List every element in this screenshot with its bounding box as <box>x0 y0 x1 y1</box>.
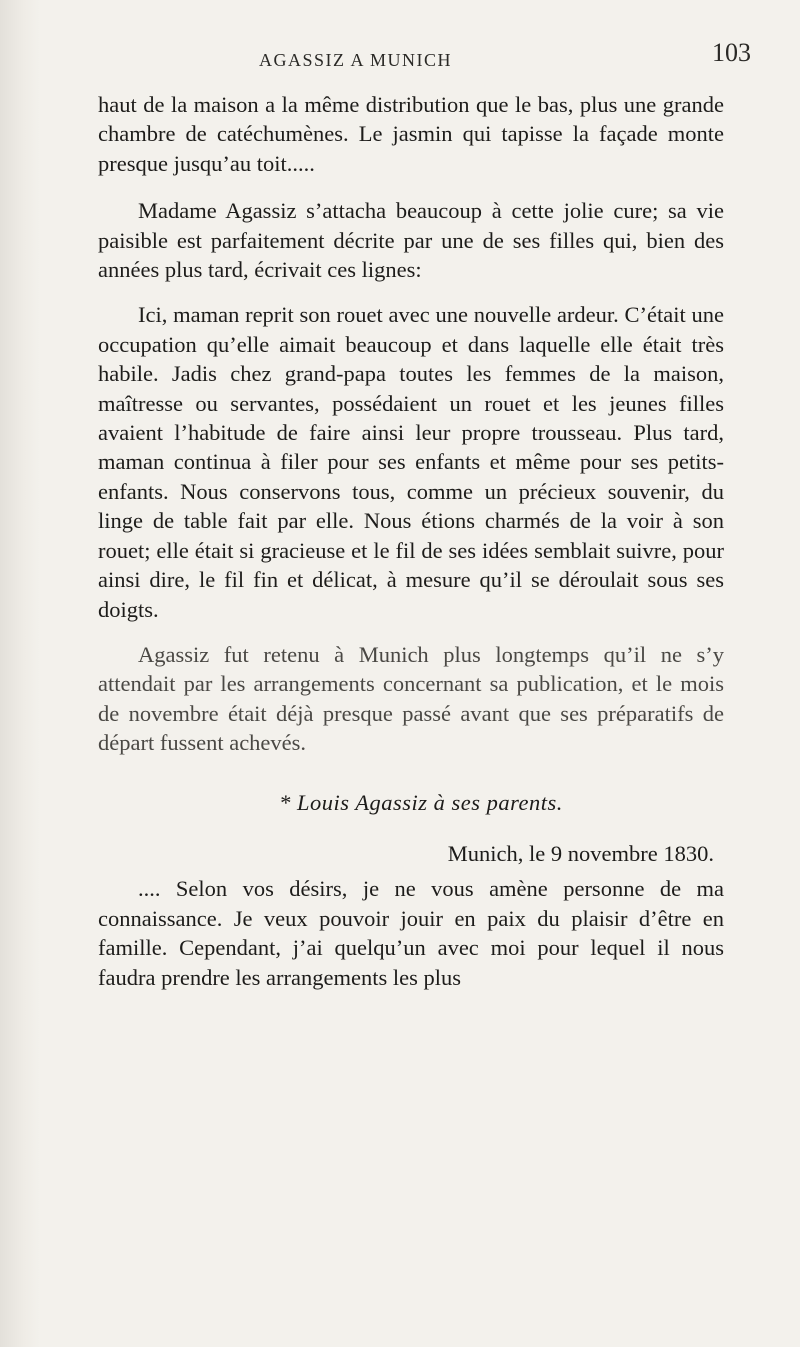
page-edge-shadow <box>0 0 40 1347</box>
letter-dateline: Munich, le 9 novembre 1830. <box>447 840 714 866</box>
paragraph-1: haut de la maison a la même distribution que le bas, plus une grande chambre de catéchumènes. Le jasmin qui tapisse la façade monte presque jusqu’au toit..... <box>98 92 724 176</box>
paragraph-4: Agassiz fut retenu à Munich plus longtemps qu’il ne s’y attendait par les arrangements concernant sa publication, et le mois de novembre était déjà presque passé avant que ses préparatifs de départ fussent achevés. <box>98 641 724 756</box>
page-body <box>98 90 724 992</box>
quoted-paragraph: Ici, maman reprit son rouet avec une nouvelle ardeur. C’était une occupation qu’elle aimait beaucoup et dans laquelle elle était très habile. Jadis chez grand-papa toutes les femmes de la maison, maîtresse ou servantes, possédaient un rouet et les jeunes filles avaient l’habitude de faire ainsi leur propre trousseau. Plus tard, maman continua à filer pour ses enfants et même pour ses petits-enfants. Nous conservons tous, comme un précieux souvenir, du linge de table fait par elle. Nous étions charmés de la voir à son rouet; elle était si gracieuse et le fil de ses idées semblait suivre, pour ainsi dire, le fil fin et délicat, à mesure qu’il se déroulait sous ses doigts. <box>98 302 724 622</box>
page-number: 103 <box>712 38 751 67</box>
letter-heading: * Louis Agassiz à ses parents. <box>279 789 563 815</box>
running-head: AGASSIZ A MUNICH <box>259 50 453 70</box>
letter-body: .... Selon vos désirs, je ne vous amène personne de ma connaissance. Je veux pouvoir jouir en paix du plaisir d’être en famille. Cependant, j’ai quelqu’un avec moi pour lequel il nous faudra prendre les arrangements les plus <box>98 876 724 990</box>
page-header <box>0 38 800 78</box>
paragraph-2: Madame Agassiz s’attacha beaucoup à cette jolie cure; sa vie paisible est parfaitement décrite par une de ses filles qui, bien des années plus tard, écrivait ces lignes: <box>98 198 724 283</box>
